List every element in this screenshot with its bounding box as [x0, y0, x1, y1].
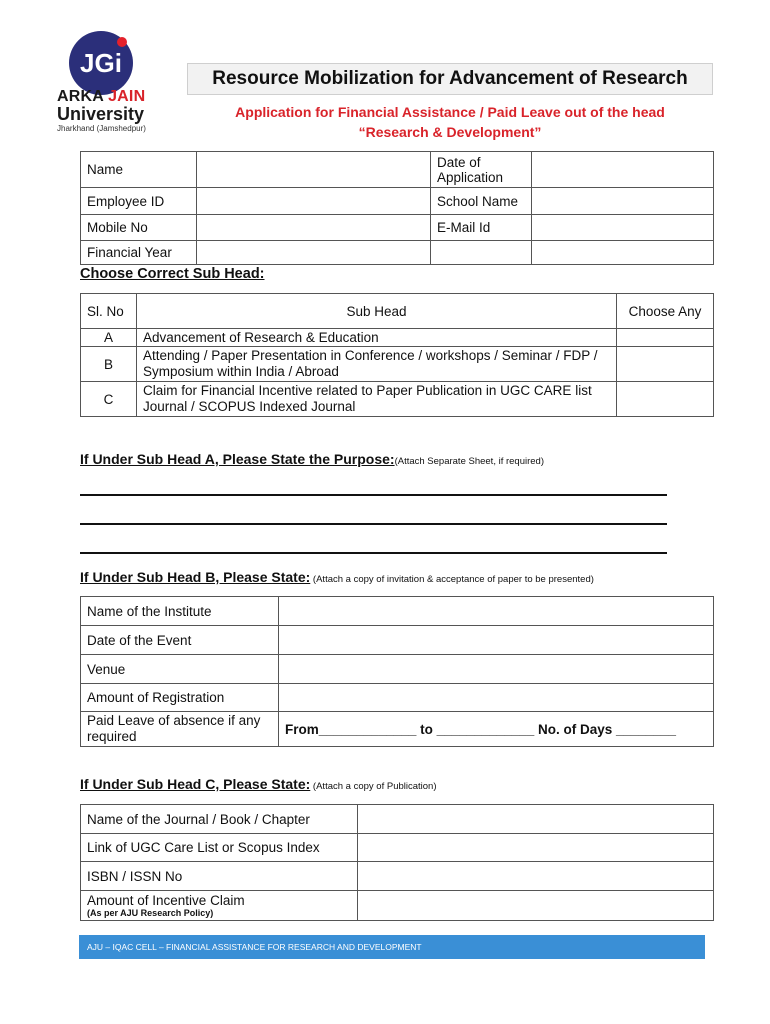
form-subtitle: [187, 102, 713, 142]
subhead-row-text: Attending / Paper Presentation in Conference / workshops / Seminar / FDP / Symposium within India / Abroad: [137, 347, 617, 382]
logo-arka: ARKA: [57, 88, 109, 105]
financial-year-blank-1: [431, 241, 532, 265]
event-date-label: Date of the Event: [81, 626, 279, 655]
mobile-no-field[interactable]: [197, 215, 431, 241]
section-c-title: If Under Sub Head C, Please State:: [80, 776, 311, 792]
date-of-application-label: Date of Application: [431, 152, 532, 188]
logo-text-line3: Jharkhand (Jamshedpur): [57, 124, 146, 133]
isbn-field[interactable]: [358, 862, 714, 891]
col-sub-head: Sub Head: [137, 294, 617, 329]
section-b-heading: [80, 569, 594, 585]
section-a-heading: [80, 451, 544, 467]
venue-field[interactable]: [279, 655, 714, 684]
choose-a-cell[interactable]: [617, 329, 714, 347]
section-b-table: [80, 596, 714, 747]
choose-c-cell[interactable]: [617, 382, 714, 417]
school-name-label: School Name: [431, 188, 532, 215]
choose-b-cell[interactable]: [617, 347, 714, 382]
email-id-label: E-Mail Id: [431, 215, 532, 241]
financial-year-field[interactable]: [197, 241, 431, 265]
employee-id-label: Employee ID: [81, 188, 197, 215]
university-logo: [69, 31, 133, 95]
name-label: Name: [81, 152, 197, 188]
incentive-claim-field[interactable]: [358, 891, 714, 921]
purpose-line-3[interactable]: [80, 552, 667, 554]
ugc-link-label: Link of UGC Care List or Scopus Index: [81, 834, 358, 862]
subhead-row-sl: A: [81, 329, 137, 347]
logo-mark: JGi: [80, 47, 122, 78]
financial-year-blank-2: [532, 241, 714, 265]
subhead-row-text: Claim for Financial Incentive related to Paper Publication in UGC CARE list Journal / SCOPUS Indexed Journal: [137, 382, 617, 417]
institute-field[interactable]: [279, 597, 714, 626]
section-c-note: (Attach a copy of Publication): [310, 781, 437, 792]
date-of-application-field[interactable]: [532, 152, 714, 188]
incentive-claim-text: Amount of Incentive Claim: [87, 893, 245, 908]
subhead-table: [80, 293, 714, 417]
subhead-heading: [80, 266, 265, 282]
registration-amount-field[interactable]: [279, 684, 714, 712]
incentive-claim-label: [81, 891, 358, 921]
venue-label: Venue: [81, 655, 279, 684]
institute-label: Name of the Institute: [81, 597, 279, 626]
purpose-line-1[interactable]: [80, 494, 667, 496]
logo-dot: [117, 37, 127, 47]
section-a-title: If Under Sub Head A, Please State the Purpose:: [80, 451, 395, 467]
ugc-link-field[interactable]: [358, 834, 714, 862]
form-title: Resource Mobilization for Advancement of Research: [187, 63, 713, 95]
subhead-row-sl: B: [81, 347, 137, 382]
paid-leave-label: Paid Leave of absence if any required: [81, 712, 279, 747]
paid-leave-field[interactable]: From_____________ to _____________ No. of Days ________: [279, 712, 714, 747]
section-c-heading: [80, 776, 437, 792]
subtitle-line2: “Research & Development”: [358, 124, 542, 140]
incentive-claim-note: (As per AJU Research Policy): [87, 908, 214, 918]
email-id-field[interactable]: [532, 215, 714, 241]
purpose-line-2[interactable]: [80, 523, 667, 525]
subhead-row-text: Advancement of Research & Education: [137, 329, 617, 347]
footer-bar: AJU – IQAC CELL – FINANCIAL ASSISTANCE FOR RESEARCH AND DEVELOPMENT: [79, 935, 705, 959]
school-name-field[interactable]: [532, 188, 714, 215]
journal-name-label: Name of the Journal / Book / Chapter: [81, 805, 358, 834]
section-b-title: If Under Sub Head B, Please State:: [80, 569, 311, 585]
section-b-note: (Attach a copy of invitation & acceptance of paper to be presented): [310, 574, 594, 585]
name-field[interactable]: [197, 152, 431, 188]
section-a-note: (Attach Separate Sheet, if required): [394, 456, 545, 467]
employee-id-field[interactable]: [197, 188, 431, 215]
col-sl-no: Sl. No: [81, 294, 137, 329]
isbn-label: ISBN / ISSN No: [81, 862, 358, 891]
logo-text-line2: University: [57, 104, 145, 124]
financial-year-label: Financial Year: [81, 241, 197, 265]
logo-jain: JAIN: [108, 88, 146, 105]
section-c-table: [80, 804, 714, 921]
registration-amount-label: Amount of Registration: [81, 684, 279, 712]
journal-name-field[interactable]: [358, 805, 714, 834]
subhead-heading-text: Choose Correct Sub Head:: [80, 266, 265, 282]
subhead-row-sl: C: [81, 382, 137, 417]
applicant-info-table: [80, 151, 714, 265]
event-date-field[interactable]: [279, 626, 714, 655]
col-choose-any: Choose Any: [617, 294, 714, 329]
mobile-no-label: Mobile No: [81, 215, 197, 241]
subtitle-line1: Application for Financial Assistance / Paid Leave out of the head: [235, 104, 665, 120]
